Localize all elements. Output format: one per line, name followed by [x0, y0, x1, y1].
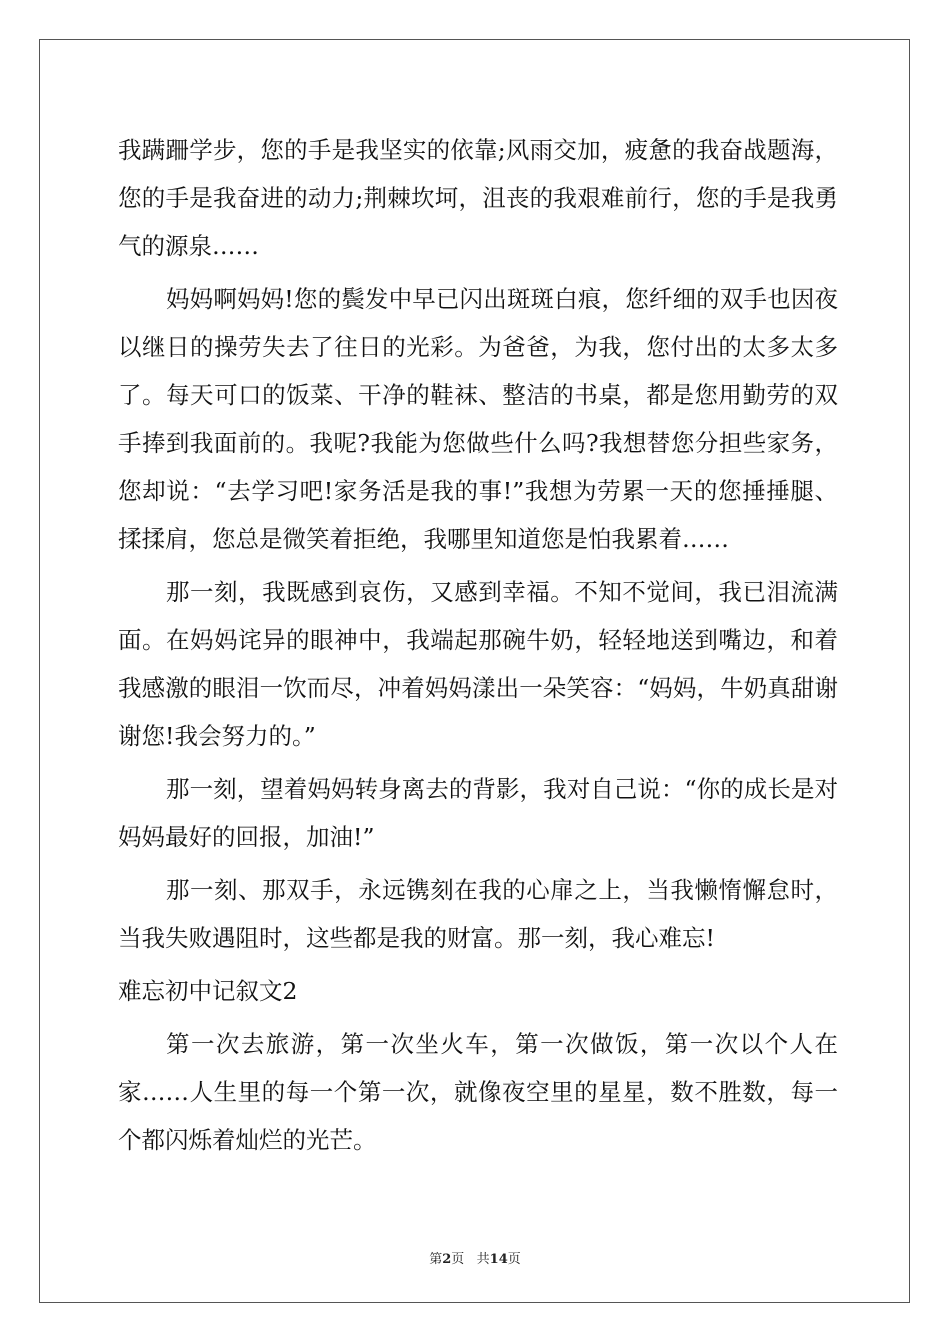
section-heading: 难忘初中记叙文2: [118, 977, 298, 1005]
footer-page-prefix: 第: [429, 1252, 443, 1267]
footer-page-mid: 页 共: [451, 1252, 490, 1267]
footer-page-suffix: 页: [507, 1252, 521, 1267]
paragraph-1: 我蹒跚学步，您的手是我坚实的依靠;风雨交加，疲惫的我奋战题海，您的手是我奋进的动力;荆棘坎坷，沮丧的我艰难前行，您的手是我勇气的源泉……: [118, 136, 838, 260]
page-footer: [0, 1248, 950, 1267]
paragraph-5: 那一刻、那双手，永远镌刻在我的心扉之上，当我懒惰懈怠时，当我失败遇阻时，这些都是我的财富。那一刻，我心难忘!: [118, 876, 838, 952]
paragraph-4: 那一刻，望着妈妈转身离去的背影，我对自己说：“你的成长是对妈妈最好的回报，加油!”: [118, 775, 838, 851]
document-body: [118, 126, 838, 1169]
footer-page-total: 14: [489, 1252, 508, 1267]
paragraph-2: 妈妈啊妈妈!您的鬓发中早已闪出斑斑白痕，您纤细的双手也因夜以继日的操劳失去了往日的光彩。为爸爸，为我，您付出的太多太多了。每天可口的饭菜、干净的鞋袜、整洁的书桌，都是您用勤劳的双手捧到我面前的。我呢?我能为您做些什么吗?我想替您分担些家务，您却说：“去学习吧!家务活是我的事!”我想为劳累一天的您捶捶腿、揉揉肩，您总是微笑着拒绝，我哪里知道您是怕我累着……: [118, 285, 838, 553]
paragraph-3: 那一刻，我既感到哀伤，又感到幸福。不知不觉间，我已泪流满面。在妈妈诧异的眼神中，我端起那碗牛奶，轻轻地送到嘴边，和着我感激的眼泪一饮而尽，冲着妈妈漾出一朵笑容：“妈妈，牛奶真甜谢谢您!我会努力的。”: [118, 578, 838, 750]
section-paragraph-1: 第一次去旅游，第一次坐火车，第一次做饭，第一次以个人在家……人生里的每一个第一次，就像夜空里的星星，数不胜数，每一个都闪烁着灿烂的光芒。: [118, 1030, 838, 1154]
footer-page-current: 2: [442, 1252, 452, 1267]
